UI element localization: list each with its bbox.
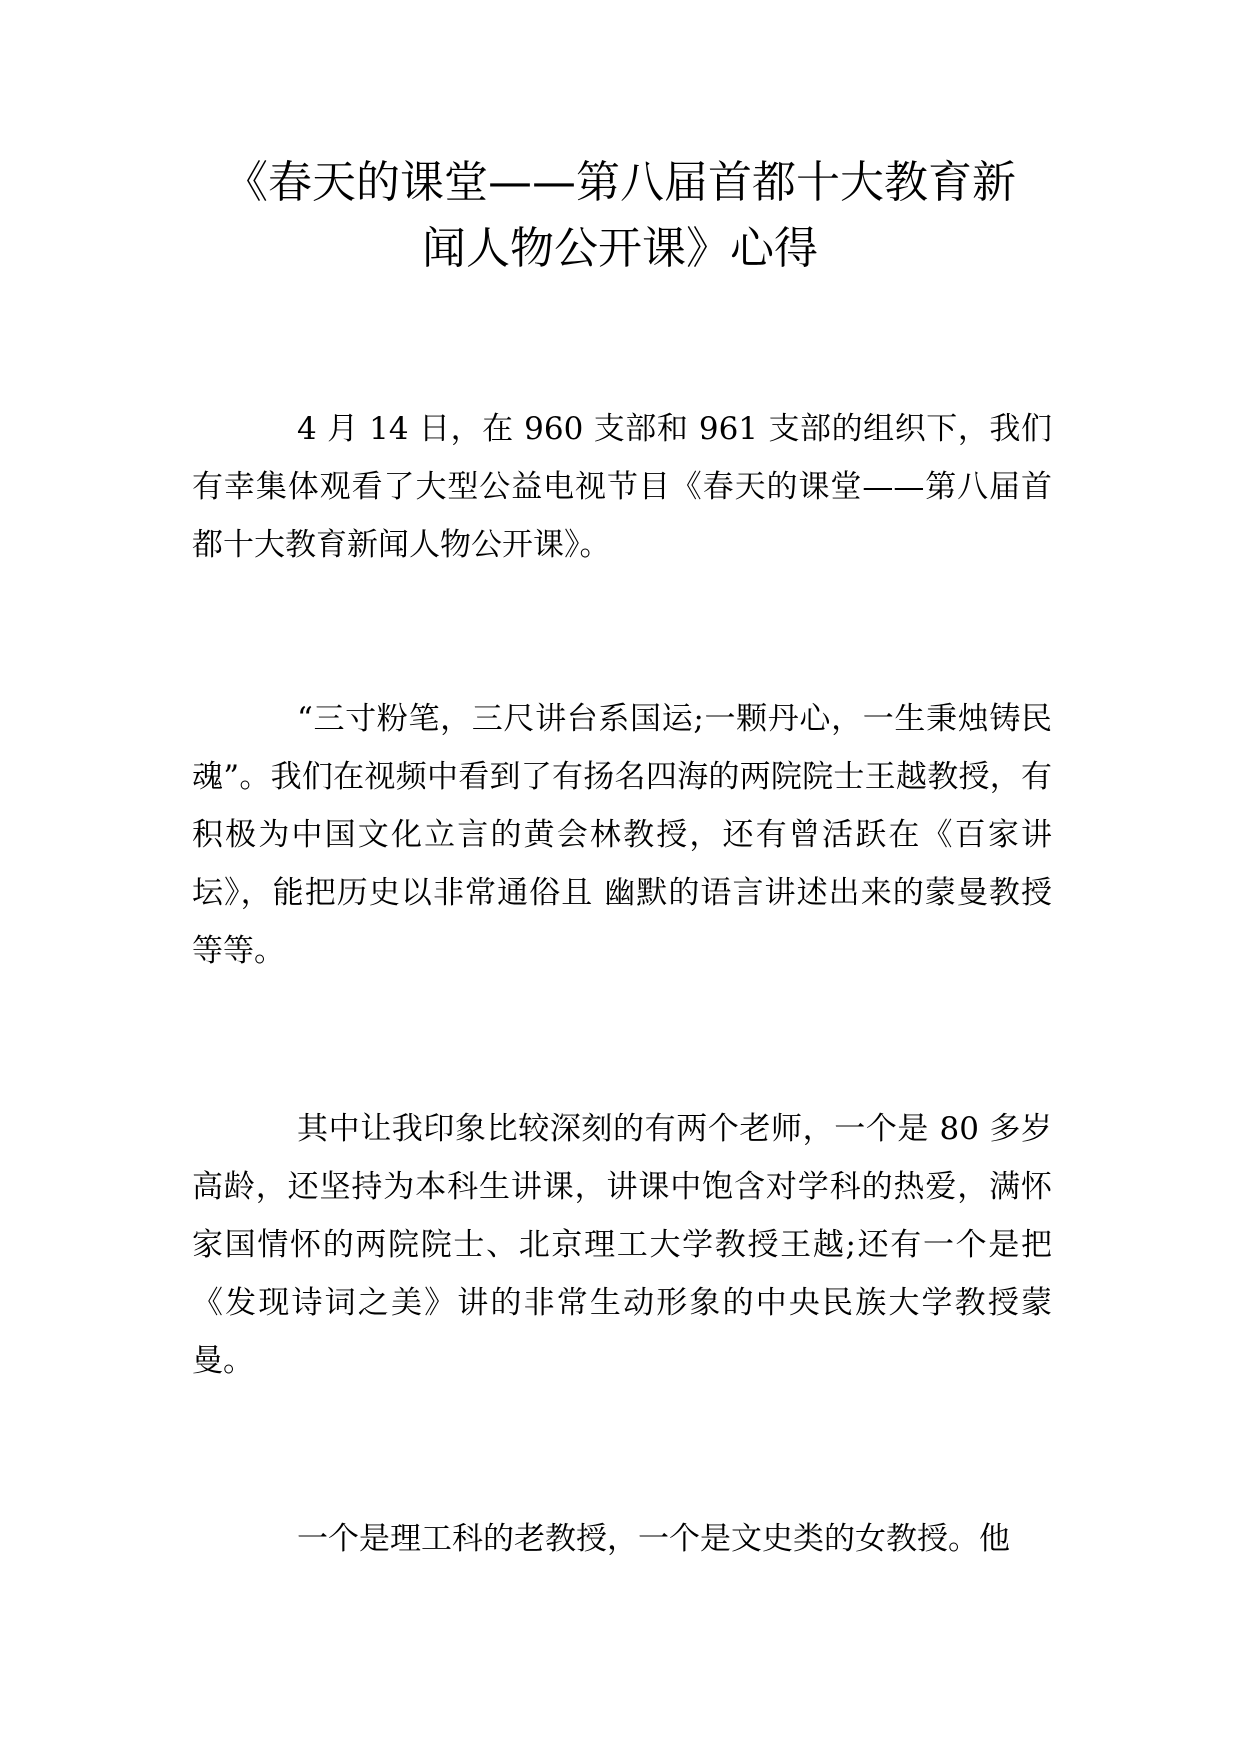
document-title (200, 150, 1040, 282)
title-line-1: 《春天的课堂——第八届首都十大教育新 (224, 157, 1016, 208)
title-line-2: 闻人物公开课》心得 (422, 223, 818, 274)
paragraph-2: “三寸粉笔，三尺讲台系国运;一颗丹心，一生秉烛铸民魂”。我们在视频中看到了有扬名四海的两院院士王越教授，有积极为中国文化立言的黄会林教授，还有曾活跃在《百家讲坛》，能把历史以非常通俗且 幽默的语言讲述出来的蒙曼教授等等。 (192, 701, 1052, 969)
paragraph-4: 一个是理工科的老教授，一个是文史类的女教授。他 (297, 1521, 1010, 1557)
paragraph-1: 4 月 14 日，在 960 支部和 961 支部的组织下，我们有幸集体观看了大型公益电视节目《春天的课堂——第八届首都十大教育新闻人物公开课》。 (192, 411, 1052, 563)
paragraph-3: 其中让我印象比较深刻的有两个老师，一个是 80 多岁高龄，还坚持为本科生讲课，讲课中饱含对学科的热爱，满怀家国情怀的两院院士、北京理工大学教授王越;还有一个是把《发现诗词之美》讲的非常生动形象的中央民族大学教授蒙曼。 (192, 1111, 1052, 1379)
